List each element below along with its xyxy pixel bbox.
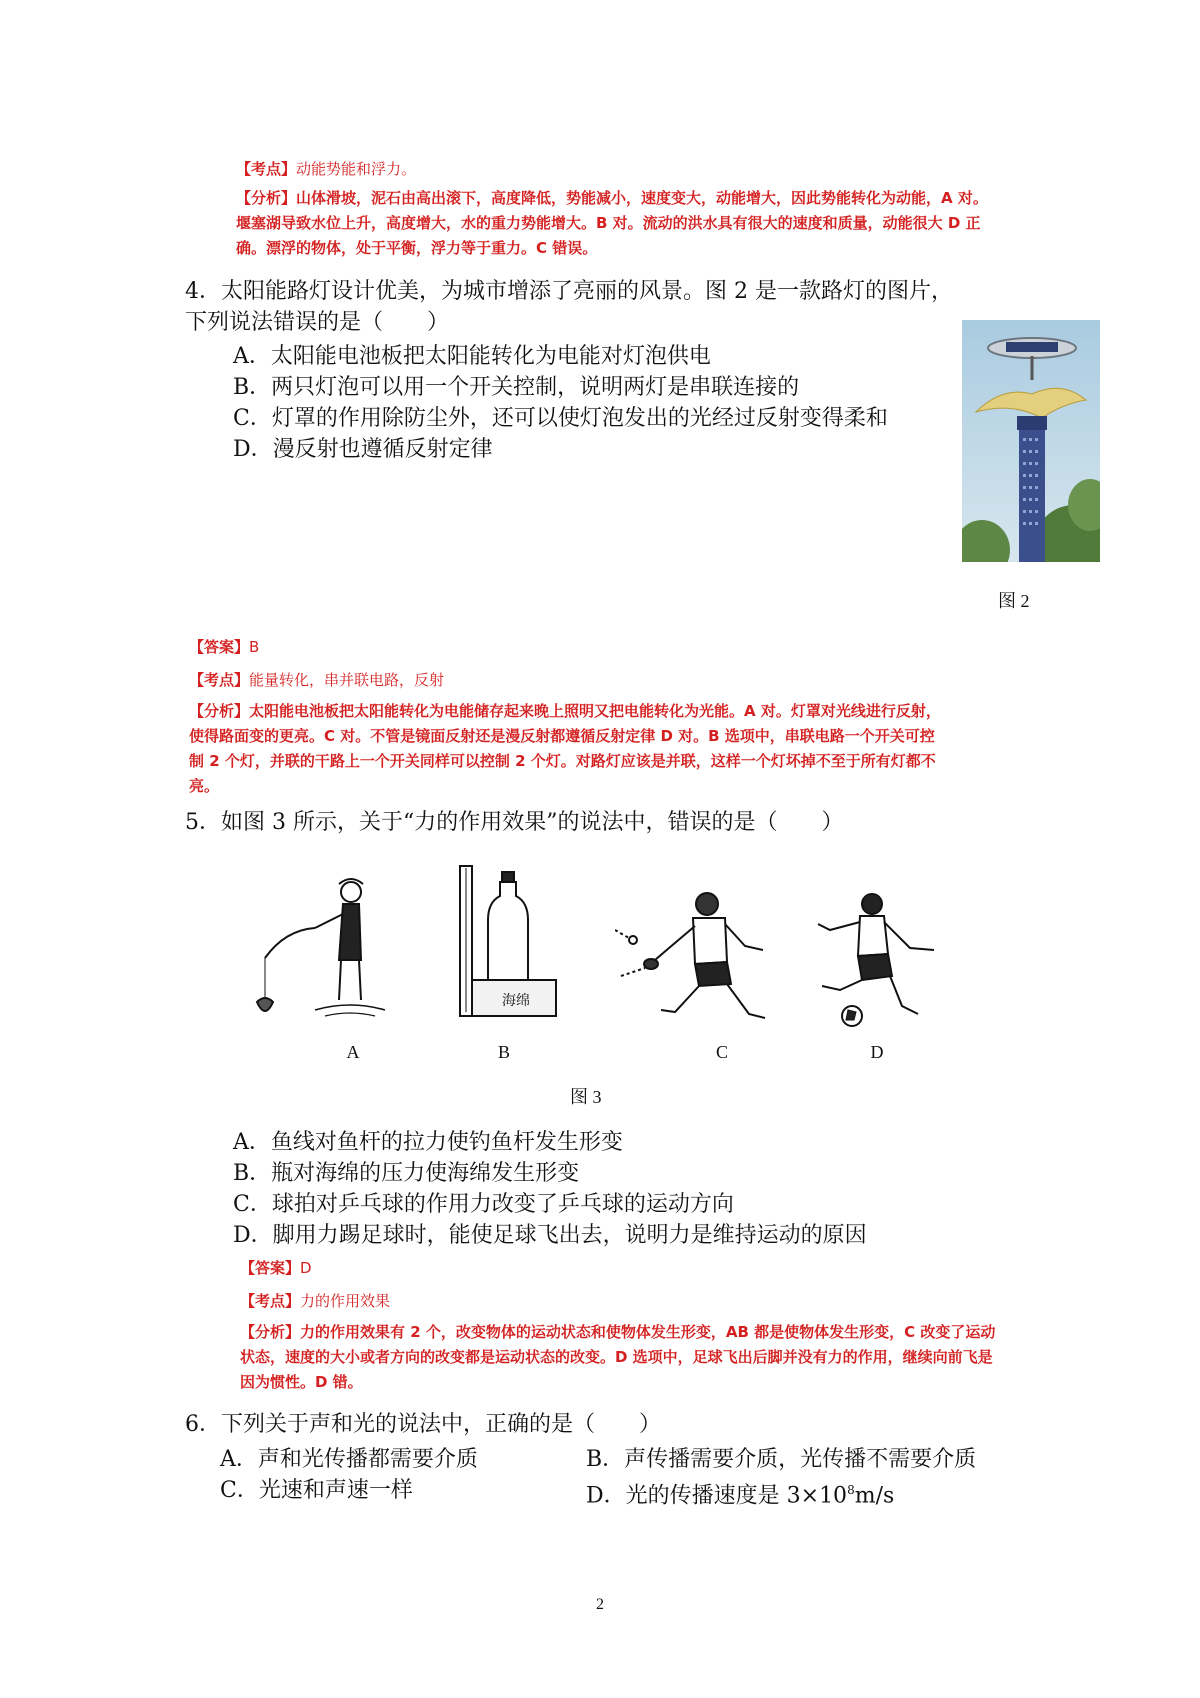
answer-line [189,635,941,660]
option-d-text: D．光的传播速度是 3×10 [586,1483,848,1509]
figure-3-panel-a-fishing [255,870,395,1030]
question-5-option-b: B．瓶对海绵的压力使海绵发生形变 [233,1161,580,1186]
fenxi-text-line: 力的作用效果有 2 个，改变物体的运动状态和使物体发生形变，AB 都是使物体发生形变，C 改变了运动 [300,1323,996,1341]
sponge-label: 海绵 [502,993,530,1009]
fenxi-text-line: 状态，速度的大小或者方向的改变都是运动状态的改变。D 选项中，足球飞出后脚并没有力的作用，继续向前飞是 [240,1348,993,1366]
figure-3-label-d: D [870,1042,884,1062]
question-4-stem: 4．太阳能路灯设计优美，为城市增添了亮丽的风景。图 2 是一款路灯的图片， [185,279,953,304]
option-d-exponent: 8 [847,1483,855,1497]
figure-2-street-lamp-image [962,320,1100,562]
fenxi-text-line: 山体滑坡，泥石由高出滚下，高度降低，势能减小，速度变大，动能增大，因此势能转化为动能，A 对。 [296,189,988,207]
figure-3-label-c: C [715,1042,728,1062]
figure-3-panel-d-soccer [810,890,950,1030]
fenxi-text-line: 使得路面变的更亮。C 对。不管是镜面反射还是漫反射都遵循反射定律 D 对。B 选项中，串联电路一个开关可控 [189,727,935,745]
figure-3-panel-c-table-tennis [615,890,785,1030]
analysis-block-1 [236,157,988,261]
kaodian-line [236,157,988,182]
answer-value: B [249,638,260,656]
question-4-option-a: A．太阳能电池板把太阳能转化为电能对灯泡供电 [233,344,711,369]
question-6-stem: 6．下列关于声和光的说法中，正确的是（ ） [185,1412,661,1437]
fenxi-text-line: 因为惯性。D 错。 [240,1373,363,1391]
question-5-option-c: C．球拍对乒乓球的作用力改变了乒乓球的运动方向 [233,1192,734,1217]
kaodian-text: 力的作用效果 [300,1292,391,1310]
answer-value: D [300,1259,312,1277]
figure-3-caption: 图 3 [570,1087,602,1107]
question-5-option-d: D．脚用力踢足球时，能使足球飞出去，说明力是维持运动的原因 [233,1223,867,1248]
fenxi-line [236,186,988,211]
answer-tag: 【答案】 [189,638,250,656]
fenxi-text-line: 制 2 个灯，并联的干路上一个开关同样可以控制 2 个灯。对路灯应该是并联，这样一个灯坏掉不至于所有灯都不 [189,752,936,770]
question-4-option-b: B．两只灯泡可以用一个开关控制，说明两灯是串联连接的 [233,375,800,400]
kaodian-text: 能量转化，串并联电路，反射 [249,671,445,689]
kaodian-text: 动能势能和浮力。 [296,160,417,178]
question-4-option-c: C．灯罩的作用除防尘外，还可以使灯泡发出的光经过反射变得柔和 [233,406,888,431]
fenxi-tag: 【分析】 [240,1323,301,1341]
question-5-stem: 5．如图 3 所示，关于“力的作用效果”的说法中，错误的是（ ） [185,810,844,835]
question-5-option-a: A．鱼线对鱼杆的拉力使钓鱼杆发生形变 [233,1130,623,1155]
kaodian-tag: 【考点】 [240,1292,301,1310]
fenxi-line [189,699,941,724]
question-6-option-c: C．光速和声速一样 [220,1478,413,1503]
figure-3-label-b: B [497,1042,510,1062]
question-6-option-a: A．声和光传播都需要介质 [220,1447,478,1472]
fenxi-tag: 【分析】 [189,702,250,720]
answer-line [240,1256,995,1281]
question-6-option-b: B．声传播需要介质，光传播不需要介质 [586,1447,977,1472]
page-number: 2 [596,1596,604,1613]
kaodian-tag: 【考点】 [236,160,297,178]
kaodian-line [240,1289,995,1314]
kaodian-line [189,668,941,693]
fenxi-tag: 【分析】 [236,189,297,207]
fenxi-text-line: 确。漂浮的物体，处于平衡，浮力等于重力。C 错误。 [236,239,598,257]
answer-tag: 【答案】 [240,1259,301,1277]
fenxi-text-line: 亮。 [189,777,220,795]
figure-2-caption: 图 2 [998,591,1030,611]
question-4-option-d: D．漫反射也遵循反射定律 [233,437,493,462]
analysis-block-3 [240,1256,995,1395]
kaodian-tag: 【考点】 [189,671,250,689]
figure-3-label-a: A [346,1042,360,1062]
option-d-unit: m/s [854,1483,895,1509]
fenxi-text-line: 堰塞湖导致水位上升，高度增大，水的重力势能增大。B 对。流动的洪水具有很大的速度和质量，动能很大 D 正 [236,214,981,232]
fenxi-line [240,1320,995,1345]
figure-3-panel-b-bottle-on-sponge [450,862,560,1022]
question-4-stem-cont: 下列说法错误的是（ ） [185,310,450,335]
question-6-option-d [586,1475,894,1511]
fenxi-text-line: 太阳能电池板把太阳能转化为电能储存起来晚上照明又把电能转化为光能。A 对。灯罩对光线进行反射， [249,702,941,720]
analysis-block-2 [189,635,941,799]
